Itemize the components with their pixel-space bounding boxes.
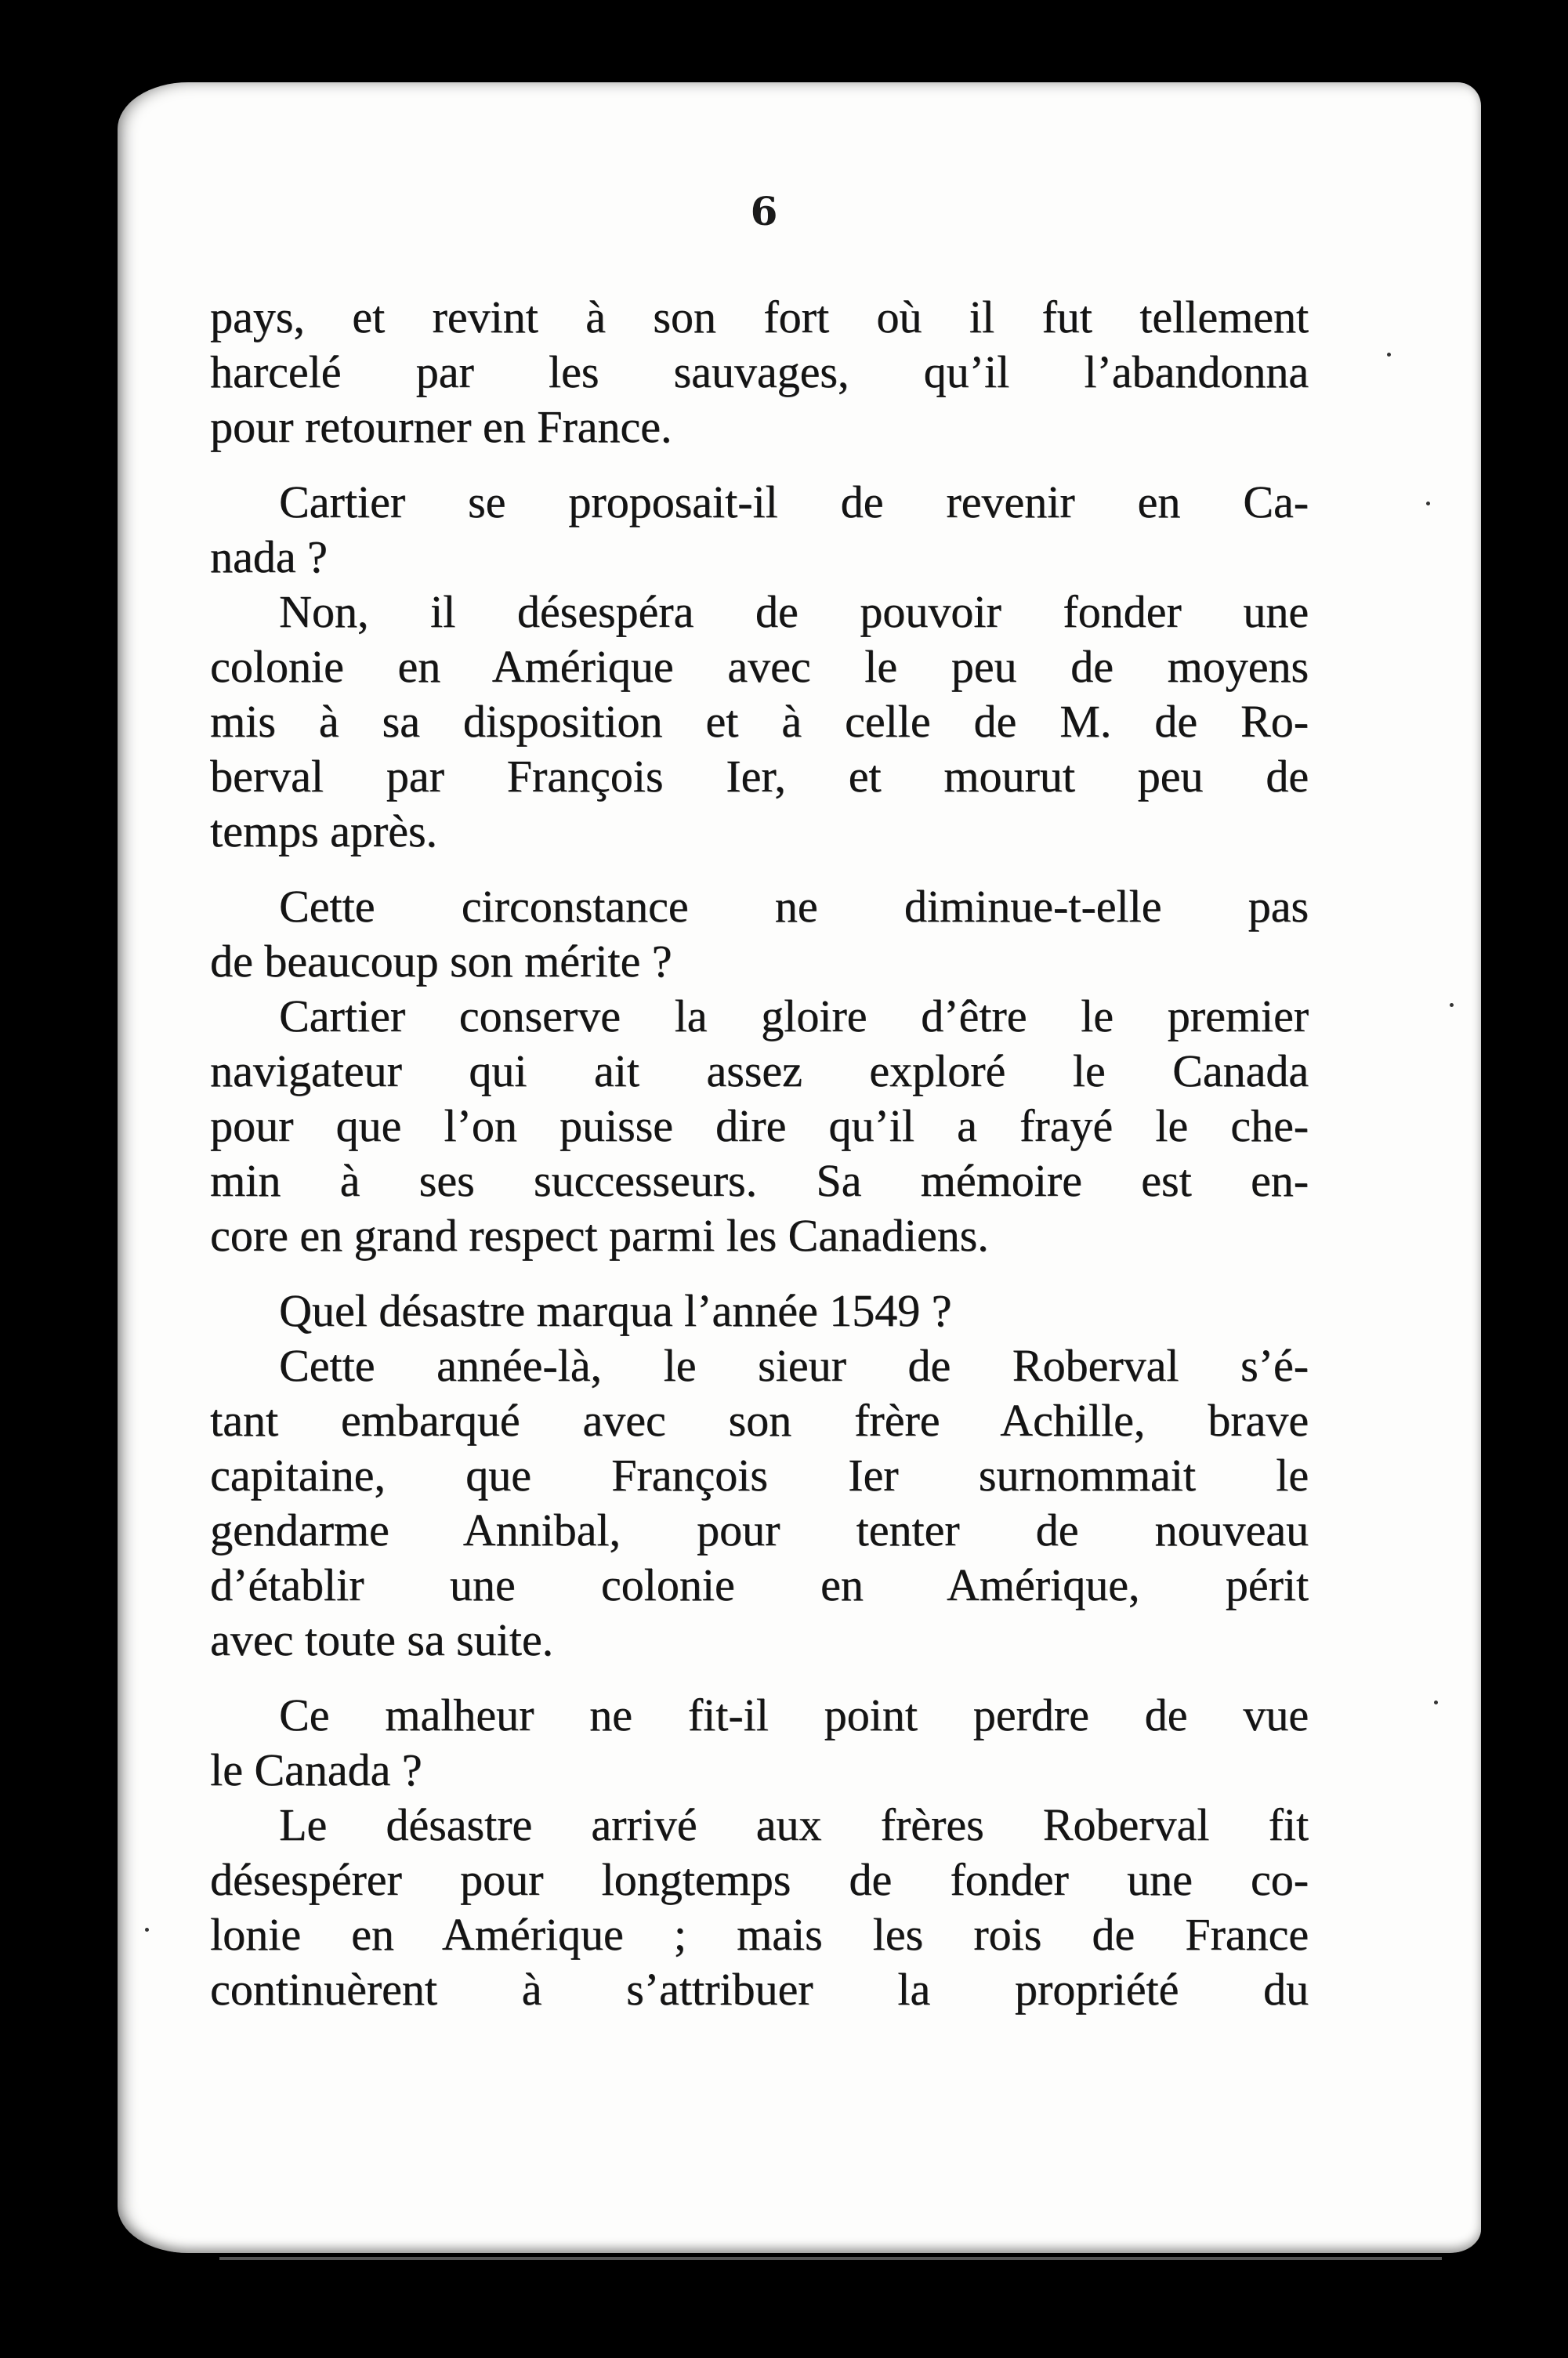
text-line: tant embarqué avec son frère Achille, brave [210,1395,1309,1446]
paragraph-gap [210,1263,1309,1284]
ink-speck [1387,353,1391,357]
text-line: navigateur qui ait assez exploré le Canada [210,1045,1309,1096]
text-line: pour que l’on puisse dire qu’il a frayé le che- [210,1100,1309,1151]
text-line: Cartier conserve la gloire d’être le premier [279,991,1309,1041]
text-line: nada ? [210,531,328,582]
text-line: de beaucoup son mérite ? [210,936,672,987]
text-line: Le désastre arrivé aux frères Roberval fit [279,1799,1309,1850]
text-line: capitaine, que François Ier surnommait le [210,1450,1309,1501]
ink-speck [1450,1003,1454,1007]
text-line: Non, il désespéra de pouvoir fonder une [279,586,1309,637]
text-line: gendarme Annibal, pour tenter de nouveau [210,1505,1309,1556]
text-line: core en grand respect parmi les Canadiens. [210,1210,989,1261]
text-line: harcelé par les sauvages, qu’il l’abandonna [210,346,1309,397]
text-line: Cette circonstance ne diminue-t-elle pas [279,881,1309,932]
text-line: Ce malheur ne fit-il point perdre de vue [279,1690,1309,1740]
text-line: Cette année-là, le sieur de Roberval s’é- [279,1340,1309,1391]
text-line: avec toute sa suite. [210,1614,554,1665]
ink-speck [1434,1701,1438,1704]
paragraph-gap [210,455,1309,475]
ink-speck [145,1928,149,1932]
text-line: temps après. [210,806,437,857]
paragraph-gap [210,1668,1309,1688]
text-line: min à ses successeurs. Sa mémoire est en- [210,1155,1309,1206]
text-line: pour retourner en France. [210,401,672,452]
text-line: désespérer pour longtemps de fonder une co- [210,1854,1309,1905]
page-bottom-edge [219,2257,1442,2260]
text-line: continuèrent à s’attribuer la propriété du [210,1964,1309,2015]
text-line: berval par François Ier, et mourut peu de [210,751,1309,802]
text-line: le Canada ? [210,1744,422,1795]
body-text [210,290,1309,2017]
text-line: pays, et revint à son fort où il fut tellement [210,292,1309,342]
paragraph-gap [210,859,1309,879]
text-line: lonie en Amérique ; mais les rois de France [210,1909,1309,1960]
text-line: Quel désastre marqua l’année 1549 ? [279,1285,952,1336]
text-line: Cartier se proposait-il de revenir en Ca- [279,476,1309,527]
text-line: d’établir une colonie en Amérique, périt [210,1559,1309,1610]
text-line: mis à sa disposition et à celle de M. de Ro- [210,696,1309,747]
page-number: 6 [750,188,778,234]
ink-speck [1426,502,1430,505]
text-line: colonie en Amérique avec le peu de moyens [210,641,1309,692]
